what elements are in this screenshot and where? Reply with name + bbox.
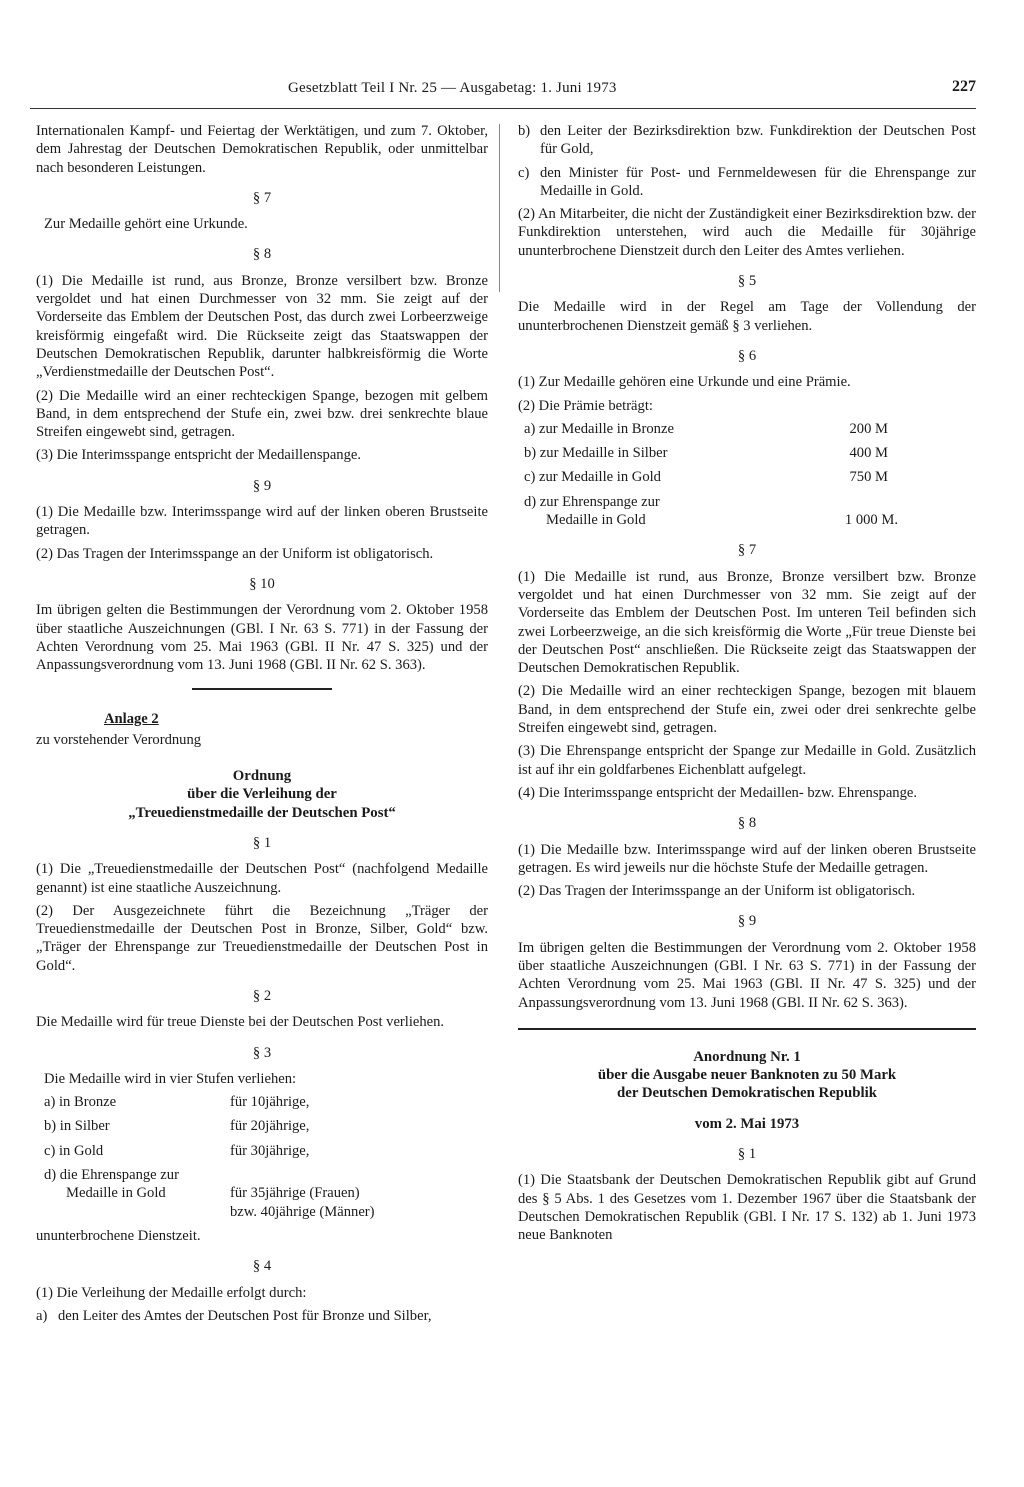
section-heading: § 10 [249, 575, 275, 592]
section-heading: § 7 [252, 189, 272, 206]
page-header [30, 78, 976, 109]
praemie-value [828, 493, 888, 511]
section-heading: § 8 [252, 246, 272, 263]
stufe-value: für 20jährige, [230, 1118, 310, 1135]
table-row [44, 1166, 488, 1184]
section-heading: § 6 [737, 347, 757, 364]
paragraph: (1) Die Medaille bzw. Interimsspange wird auf der linken oberen Brustseite getragen. [36, 504, 488, 539]
praemie-label: c) zur Medaille in Gold [524, 469, 661, 486]
list-text: den Leiter der Bezirksdirektion bzw. Funkdirektion der Deutschen Post für Gold, [540, 123, 976, 158]
intro-paragraph: Internationalen Kampf- und Feiertag der Werktätigen, und zum 7. Oktober, dem Jahrestag der Deutschen Demokratischen Republik, oder unmittelbar nach besonderen Leistungen. [36, 123, 488, 176]
section-divider [518, 1028, 976, 1030]
list-letter: a) [36, 1307, 48, 1324]
list-letter: c) [518, 164, 530, 181]
table-row [524, 444, 976, 462]
paragraph: (2) Die Medaille wird an einer rechteckigen Spange, bezogen mit gelbem Band, in dem entsprechend der Stufe ein, zwei bzw. drei senkrechte blaue Streifen eingewebt sind, getragen. [36, 387, 488, 441]
paragraph: ununterbrochene Dienstzeit. [36, 1227, 201, 1244]
paragraph: (2) Die Prämie beträgt: [518, 397, 653, 414]
stufe-label [44, 1203, 230, 1221]
paragraph: Im übrigen gelten die Bestimmungen der Verordnung vom 2. Oktober 1958 über staatliche Auszeichnungen (GBl. I Nr. 63 S. 771) in der Fassung der Achten Verordnung vom 25. Mai 1963 (GBl. II Nr. 47 S. 325) und der Anpassungsverordnung vom 13. Juni 1968 (GBl. II Nr. 62 S. 363). [36, 602, 488, 674]
table-row [524, 468, 976, 486]
title-line: über die Ausgabe neuer Banknoten zu 50 Mark [597, 1067, 897, 1084]
table-row [44, 1203, 488, 1221]
table-row [44, 1142, 488, 1160]
paragraph: (1) Die Verleihung der Medaille erfolgt durch: [36, 1284, 307, 1301]
praemie-label: Medaille in Gold [546, 512, 646, 529]
section-heading: § 1 [737, 1146, 757, 1163]
anordnung-title [518, 1048, 976, 1103]
paragraph: (2) Der Ausgezeichnete führt die Bezeichnung „Träger der Treuedienstmedaille der Deutschen Post in Bronze, Silber, Gold“ bzw. „Träger der Ehrenspange zur Treuedienstmedaille der Deutschen Post in Gold“. [36, 902, 488, 974]
paragraph: Zur Medaille gehört eine Urkunde. [44, 216, 248, 233]
paragraph: (1) Die Medaille ist rund, aus Bronze, Bronze versilbert bzw. Bronze vergoldet und hat einen Durchmesser von 32 mm. Sie zeigt auf der Vorderseite das Emblem der Deutschen Post. Im unteren Teil befinden sich zwei Lorbeerzweige, an die sich kreisförmig die Worte „Für treue Dienste bei der Deutschen Post“ anschließen. Die Rückseite zeigt das Staatswappen der Deutschen Demokratischen Republik. [518, 568, 976, 677]
section-heading: § 1 [252, 834, 272, 851]
paragraph: (2) Das Tragen der Interimsspange an der Uniform ist obligatorisch. [36, 545, 434, 562]
paragraph: (2) Die Medaille wird an einer rechteckigen Spange, bezogen mit blauem Band, in dem entsprechend der Stufe ein, zwei oder drei senkrechte gelbe Streifen eingewebt sind, getragen. [518, 683, 976, 737]
stufe-value: für 10jährige, [230, 1094, 310, 1111]
paragraph: Die Medaille wird in der Regel am Tage der Vollendung der ununterbrochenen Dienstzeit gemäß § 3 verliehen. [518, 299, 976, 334]
anordnung-date: vom 2. Mai 1973 [694, 1115, 800, 1132]
left-column [36, 122, 488, 1330]
praemie-value: 750 M [849, 469, 888, 486]
page-number: 227 [952, 78, 976, 95]
paragraph: (2) Das Tragen der Interimsspange an der Uniform ist obligatorisch. [518, 883, 916, 900]
paragraph: Die Medaille wird in vier Stufen verliehen: [44, 1070, 297, 1087]
paragraph: Im übrigen gelten die Bestimmungen der Verordnung vom 2. Oktober 1958 über staatliche Auszeichnungen (GBl. I Nr. 63 S. 771) in der Fassung der Achten Verordnung vom 25. Mai 1963 (GBl. II Nr. 47 S. 325) und der Anpassungsverordnung vom 13. Juni 1968 (GBl. II Nr. 62 S. 363). [518, 939, 976, 1011]
section-heading: § 8 [737, 815, 757, 832]
stufe-value: für 35jährige (Frauen) [230, 1185, 360, 1202]
stufe-label: Medaille in Gold [66, 1185, 166, 1202]
title-line: Ordnung [232, 768, 292, 785]
list-text: den Minister für Post- und Fernmeldewesen für die Ehrenspange zur Medaille in Gold. [540, 164, 976, 199]
column-divider [499, 124, 500, 292]
annex-title: Anlage 2 [104, 711, 159, 728]
title-line: Anordnung Nr. 1 [693, 1048, 801, 1065]
list-item [36, 1307, 488, 1325]
ordnung-title [36, 767, 488, 822]
paragraph: (3) Die Ehrenspange entspricht der Spange zur Medaille in Gold. Zusätzlich ist auf ihr ein goldfarbenes Eichenblatt aufgelegt. [518, 743, 976, 778]
stufe-label: c) in Gold [44, 1142, 104, 1159]
paragraph: (3) Die Interimsspange entspricht der Medaillenspange. [36, 447, 362, 464]
paragraph: (1) Die Medaille bzw. Interimsspange wird auf der linken oberen Brustseite getragen. Es wird jeweils nur die höchste Stufe der Medaille getragen. [518, 841, 976, 876]
list-item [518, 164, 976, 201]
paragraph: (1) Zur Medaille gehören eine Urkunde und eine Prämie. [518, 374, 851, 391]
header-title: Gesetzblatt Teil I Nr. 25 — Ausgabetag: 1. Juni 1973 [288, 80, 617, 96]
stufe-value: für 30jährige, [230, 1142, 310, 1159]
paragraph: Die Medaille wird für treue Dienste bei der Deutschen Post verliehen. [36, 1014, 445, 1031]
annex-subtitle: zu vorstehender Verordnung [36, 731, 202, 748]
section-heading: § 9 [252, 477, 272, 494]
title-line: „Treuedienstmedaille der Deutschen Post“ [128, 804, 396, 821]
paragraph: (1) Die Staatsbank der Deutschen Demokratischen Republik gibt auf Grund des § 5 Abs. 1 des Gesetzes vom 1. Dezember 1967 über die Staatsbank der Deutschen Demokratischen Republik (GBl. I Nr. 17 S. 132) ab 1. Juni 1973 neue Banknoten [518, 1172, 976, 1244]
title-line: über die Verleihung der [187, 786, 337, 803]
praemie-label: d) zur Ehrenspange zur [524, 493, 660, 510]
right-column [518, 122, 976, 1250]
paragraph: (1) Die Medaille ist rund, aus Bronze, Bronze versilbert bzw. Bronze vergoldet und hat einen Durchmesser von 32 mm. Sie zeigt auf der Vorderseite das Emblem der Deutschen Post, das durch zwei Lorbeerzweige kreisförmig eingefaßt wird. Die Rückseite zeigt das Staatswappen der Deutschen Demokratischen Republik, darunter halbkreisförmig die Worte „Verdienstmedaille der Deutschen Post“. [36, 272, 488, 381]
table-row [524, 420, 976, 438]
section-heading: § 2 [252, 987, 272, 1004]
section-heading: § 3 [252, 1044, 272, 1061]
list-text: den Leiter des Amtes der Deutschen Post für Bronze und Silber, [58, 1307, 432, 1324]
stufe-label: b) in Silber [44, 1118, 110, 1135]
table-row [44, 1117, 488, 1135]
stufe-label: a) in Bronze [44, 1094, 117, 1111]
section-heading: § 7 [737, 542, 757, 559]
table-row [44, 1184, 488, 1202]
list-letter: b) [518, 123, 531, 139]
praemie-value: 400 M [849, 445, 888, 462]
stufe-value: bzw. 40jährige (Männer) [230, 1203, 375, 1220]
section-heading: § 4 [252, 1258, 272, 1275]
section-divider [192, 688, 332, 690]
paragraph: (4) Die Interimsspange entspricht der Medaillen- bzw. Ehrenspange. [518, 784, 918, 801]
stufe-label: d) die Ehrenspange zur [44, 1167, 179, 1184]
section-heading: § 9 [737, 913, 757, 930]
praemie-label: b) zur Medaille in Silber [524, 445, 668, 462]
paragraph: (2) An Mitarbeiter, die nicht der Zuständigkeit einer Bezirksdirektion bzw. der Funkdirektion unterstehen, wird auch die Medaille für 30jährige ununterbrochene Dienstzeit durch den Leiter des Amtes verliehen. [518, 206, 976, 259]
paragraph: (1) Die „Treuedienstmedaille der Deutschen Post“ (nachfolgend Medaille genannt) ist eine staatliche Auszeichnung. [36, 861, 488, 896]
table-row [524, 511, 976, 529]
list-item [518, 122, 976, 159]
stufen-table [44, 1093, 488, 1221]
table-row [524, 493, 976, 511]
praemie-label: a) zur Medaille in Bronze [524, 420, 674, 437]
section-heading: § 5 [737, 273, 757, 290]
table-row [44, 1093, 488, 1111]
praemie-value: 1 000 M. [844, 512, 898, 529]
title-line: der Deutschen Demokratischen Republik [617, 1085, 877, 1102]
praemie-value: 200 M [849, 420, 888, 437]
praemien-table [524, 420, 976, 529]
